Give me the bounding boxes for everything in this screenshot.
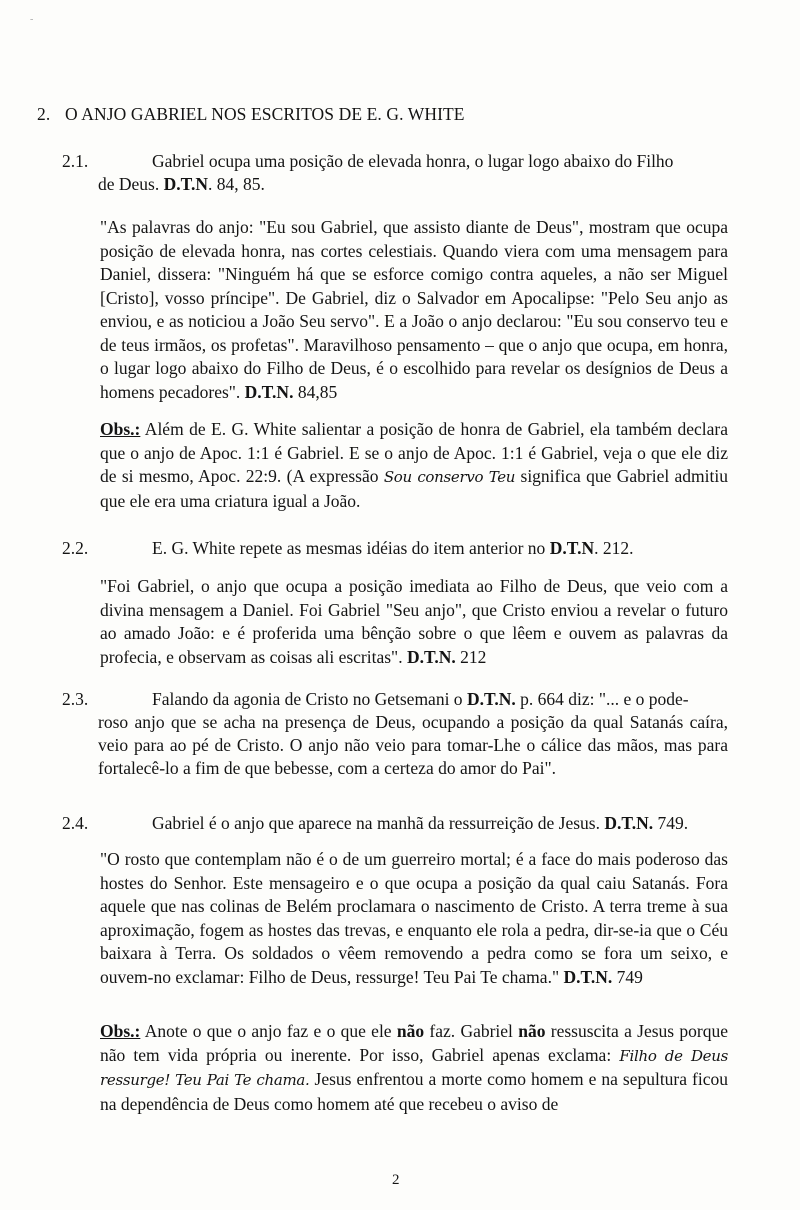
item-line: de Deus. bbox=[98, 174, 164, 194]
item-text-continued bbox=[98, 711, 728, 780]
reference-pages: 749 bbox=[612, 966, 643, 987]
reference: D.T.N bbox=[163, 174, 209, 194]
reference: D.T.N bbox=[549, 538, 595, 558]
scan-mark: - bbox=[30, 14, 34, 25]
item-text bbox=[152, 688, 772, 711]
item-line: Falando da agonia de Cristo no Getsemani o bbox=[152, 689, 467, 709]
item-line: p. 664 diz: "... e o pode- bbox=[515, 689, 689, 709]
item-line: Gabriel ocupa uma posição de elevada honra, o lugar logo abaixo do Filho bbox=[152, 151, 674, 171]
reference-pages: . 84, 85. bbox=[208, 174, 265, 194]
quote-block bbox=[100, 848, 728, 989]
quote-block bbox=[100, 575, 728, 669]
emphasis: não bbox=[518, 1021, 546, 1041]
item-paragraph: roso anjo que se acha na presença de Deus, ocupando a posição da qual Satanás caíra, veio para ao pé de Cristo. O anjo não veio para tomar-Lhe o cálice das mãos, mas para fortalecê-lo a fim de que bebesse, com a certeza do amor do Pai". bbox=[98, 712, 728, 778]
item-number: 2.2. bbox=[62, 538, 89, 558]
reference-pages: 749. bbox=[653, 813, 689, 833]
item-text bbox=[152, 812, 772, 835]
obs-text: faz. Gabriel bbox=[424, 1021, 519, 1041]
item-number: 2.1. bbox=[62, 151, 89, 171]
item-2-4 bbox=[62, 812, 762, 838]
item-2-2 bbox=[62, 537, 762, 563]
observation-block bbox=[100, 418, 728, 513]
quote-block bbox=[100, 216, 728, 404]
item-text-continued bbox=[98, 173, 718, 196]
section-number: 2. bbox=[37, 104, 51, 124]
emphasis: não bbox=[396, 1021, 425, 1041]
item-text bbox=[152, 537, 772, 560]
quote-text: "Foi Gabriel, o anjo que ocupa a posição imediata ao Filho de Deus, que veio com a divina mensagem a Daniel. Foi Gabriel "Seu anjo", que Cristo enviou a revelar o futuro ao amado João: e é proferida uma bênção sobre o que lêem e ouvem as palavras da profecia, e observam as coisas ali escritas". bbox=[100, 576, 728, 667]
obs-label: Obs.: bbox=[100, 419, 141, 439]
script-phrase: Filho de Deus ressurge! Teu Pai Te chama. bbox=[100, 1046, 729, 1089]
section-heading bbox=[37, 104, 465, 125]
obs-text: Anote o que o anjo faz e o que ele bbox=[140, 1021, 397, 1041]
page-number: 2 bbox=[392, 1172, 400, 1188]
item-2-3 bbox=[62, 688, 762, 788]
obs-text: Jesus enfrentou a morte como homem e na sepultura ficou na dependência de Deus como homem até que recebeu o aviso de bbox=[100, 1069, 728, 1114]
reference-pages: 212 bbox=[455, 646, 487, 667]
section-title: O ANJO GABRIEL NOS ESCRITOS DE E. G. WHITE bbox=[65, 104, 465, 124]
reference-pages: . 212. bbox=[594, 538, 634, 558]
item-text bbox=[152, 150, 772, 173]
item-line: Gabriel é o anjo que aparece na manhã da ressurreição de Jesus. bbox=[152, 813, 605, 833]
reference: D.T.N. bbox=[466, 689, 516, 709]
quote-text: "As palavras do anjo: "Eu sou Gabriel, que assisto diante de Deus", mostram que ocupa posição de elevada honra, nas cortes celestiais. Quando viera com uma mensagem para Daniel, dissera: "Ninguém há que se esforce comigo contra aqueles, a não ser Miguel [Cristo], vosso príncipe". De Gabriel, diz o Salvador em Apocalipse: "Pelo Seu anjo as enviou, e as noticiou a João Seu servo". E a João o anjo declarou: "Eu sou conservo teu e de teus irmãos, os profetas". Maravilhoso pensamento – que o anjo que ocupa, em honra, o lugar logo abaixo do Filho de Deus, é o escolhido para revelar os desígnios de Deus a homens pecadores". bbox=[100, 217, 728, 402]
reference-pages: 84,85 bbox=[293, 381, 338, 402]
obs-text: Além de E. G. White salientar a posição de honra de Gabriel, ela também declara que o anjo de Apoc. 1:1 é Gabriel. E se o anjo de Apoc. 1:1 é Gabriel, veja o que ele diz de si mesmo, Apoc. 22:9. (A expressão bbox=[100, 419, 728, 486]
obs-text: ressuscita a Jesus porque não tem vida própria ou inerente. Por isso, Gabriel apenas exclama: bbox=[100, 1021, 728, 1065]
item-number: 2.4. bbox=[62, 813, 89, 833]
item-line: E. G. White repete as mesmas idéias do item anterior no bbox=[152, 538, 550, 558]
observation-block bbox=[100, 1020, 728, 1116]
reference: D.T.N. bbox=[604, 813, 654, 833]
script-phrase: Sou conservo Teu bbox=[383, 468, 516, 486]
reference: D.T.N. bbox=[406, 646, 456, 667]
reference: D.T.N. bbox=[244, 381, 294, 402]
obs-text: significa que Gabriel admitiu que ele era uma criatura igual a João. bbox=[100, 466, 728, 511]
obs-label: Obs.: bbox=[100, 1021, 141, 1041]
item-2-1 bbox=[62, 150, 762, 200]
reference: D.T.N. bbox=[563, 966, 613, 987]
quote-text: "O rosto que contemplam não é o de um guerreiro mortal; é a face do mais poderoso das hostes do Senhor. Este mensageiro e o que ocupa a posição da qual caiu Satanás. Fora aquele que nas colinas de Belém proclamara o nascimento de Cristo. A terra treme à sua aproximação, fogem as hostes das trevas, e enquanto ele rola a pedra, dir-se-ia que o Céu baixara à Terra. Os soldados o vêem removendo a pedra como se fora um seixo, e ouvem-no exclamar: Filho de Deus, ressurge! Teu Pai Te chama." bbox=[100, 849, 728, 987]
item-number: 2.3. bbox=[62, 689, 89, 709]
